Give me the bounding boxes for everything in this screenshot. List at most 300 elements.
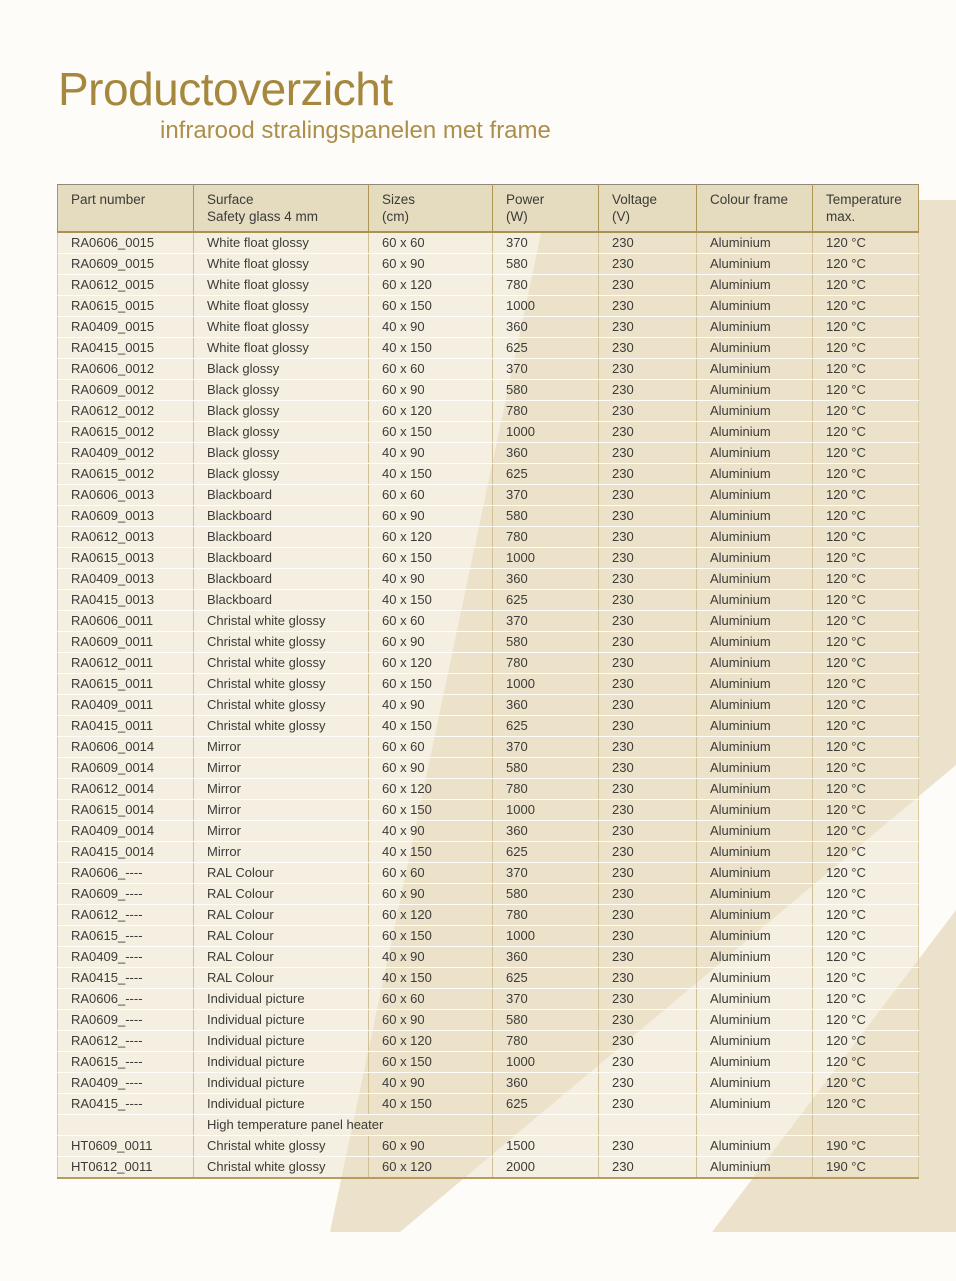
cell-colour-frame: Aluminium xyxy=(697,863,813,884)
table-row xyxy=(58,443,919,464)
table-row xyxy=(58,296,919,317)
cell-colour-frame: Aluminium xyxy=(697,1157,813,1179)
cell-part-number: RA0612_---- xyxy=(58,905,194,926)
cell-colour-frame: Aluminium xyxy=(697,1136,813,1157)
page-title: Productoverzicht xyxy=(58,63,393,115)
cell-surface: Mirror xyxy=(194,821,369,842)
cell-colour-frame: Aluminium xyxy=(697,359,813,380)
cell-surface: Mirror xyxy=(194,758,369,779)
header-temperature-sub: max. xyxy=(826,209,856,224)
cell-temperature: 120 °C xyxy=(813,821,919,842)
cell-colour-frame: Aluminium xyxy=(697,695,813,716)
cell-colour-frame: Aluminium xyxy=(697,232,813,254)
cell-temperature: 120 °C xyxy=(813,800,919,821)
cell-power: 1000 xyxy=(493,422,599,443)
cell-part-number: RA0415_0015 xyxy=(58,338,194,359)
cell-surface: Mirror xyxy=(194,842,369,863)
cell-sizes: 60 x 120 xyxy=(369,1157,493,1179)
header-power xyxy=(493,185,599,233)
cell-voltage: 230 xyxy=(599,317,697,338)
cell-power: 625 xyxy=(493,842,599,863)
cell-sizes: 40 x 90 xyxy=(369,821,493,842)
table-row xyxy=(58,401,919,422)
cell-temperature: 120 °C xyxy=(813,947,919,968)
cell-colour-frame: Aluminium xyxy=(697,737,813,758)
cell-temperature: 120 °C xyxy=(813,317,919,338)
cell-sizes: 40 x 150 xyxy=(369,1094,493,1115)
cell-power: 580 xyxy=(493,758,599,779)
cell-sizes: 60 x 150 xyxy=(369,1052,493,1073)
cell-part-number: RA0606_0011 xyxy=(58,611,194,632)
cell-colour-frame: Aluminium xyxy=(697,1010,813,1031)
cell-power: 360 xyxy=(493,443,599,464)
cell-temperature: 120 °C xyxy=(813,275,919,296)
cell-power: 360 xyxy=(493,695,599,716)
header-sizes xyxy=(369,185,493,233)
cell-power: 370 xyxy=(493,485,599,506)
cell-surface: Blackboard xyxy=(194,590,369,611)
cell-surface: Individual picture xyxy=(194,1031,369,1052)
cell-power: 360 xyxy=(493,1073,599,1094)
cell-surface: White float glossy xyxy=(194,254,369,275)
header-temperature-label: Temperature xyxy=(826,192,902,207)
cell-sizes: 60 x 60 xyxy=(369,485,493,506)
header-voltage-label: Voltage xyxy=(612,192,658,207)
cell-colour-frame: Aluminium xyxy=(697,506,813,527)
table-row xyxy=(58,1010,919,1031)
cell-sizes: 60 x 60 xyxy=(369,737,493,758)
cell-sizes: 60 x 90 xyxy=(369,632,493,653)
cell-temperature: 120 °C xyxy=(813,674,919,695)
cell-part-number: RA0615_0012 xyxy=(58,464,194,485)
cell-part-number: RA0609_0013 xyxy=(58,506,194,527)
cell-sizes: 60 x 90 xyxy=(369,1136,493,1157)
cell-power: 370 xyxy=(493,232,599,254)
cell-sizes: 60 x 120 xyxy=(369,1031,493,1052)
cell-temperature: 120 °C xyxy=(813,590,919,611)
cell-sizes: 60 x 120 xyxy=(369,905,493,926)
header-voltage xyxy=(599,185,697,233)
table-row xyxy=(58,422,919,443)
cell-part-number: RA0612_0012 xyxy=(58,401,194,422)
cell-power: 370 xyxy=(493,359,599,380)
cell-colour-frame: Aluminium xyxy=(697,947,813,968)
cell-sizes: 60 x 90 xyxy=(369,380,493,401)
table-row xyxy=(58,968,919,989)
cell-colour-frame: Aluminium xyxy=(697,590,813,611)
page-subtitle: infrarood stralingspanelen met frame xyxy=(160,117,551,144)
cell-colour-frame: Aluminium xyxy=(697,485,813,506)
cell-part-number: RA0606_0012 xyxy=(58,359,194,380)
table-row xyxy=(58,674,919,695)
cell-part-number: RA0409_0012 xyxy=(58,443,194,464)
cell-temperature: 120 °C xyxy=(813,464,919,485)
table-row xyxy=(58,926,919,947)
cell-part-number: RA0606_---- xyxy=(58,989,194,1010)
cell-voltage: 230 xyxy=(599,1073,697,1094)
cell-temperature: 120 °C xyxy=(813,968,919,989)
cell-voltage: 230 xyxy=(599,821,697,842)
cell-power: 625 xyxy=(493,464,599,485)
cell-colour-frame: Aluminium xyxy=(697,464,813,485)
cell-temperature: 120 °C xyxy=(813,695,919,716)
table-row xyxy=(58,485,919,506)
cell-temperature: 120 °C xyxy=(813,905,919,926)
cell-power: 360 xyxy=(493,569,599,590)
cell-surface: Christal white glossy xyxy=(194,695,369,716)
cell-temperature: 120 °C xyxy=(813,527,919,548)
cell-temperature: 120 °C xyxy=(813,863,919,884)
cell-voltage: 230 xyxy=(599,422,697,443)
cell-colour-frame: Aluminium xyxy=(697,821,813,842)
header-part-number xyxy=(58,185,194,233)
header-part-number-label: Part number xyxy=(71,192,146,207)
cell-temperature: 120 °C xyxy=(813,611,919,632)
cell-sizes: 40 x 150 xyxy=(369,590,493,611)
cell-colour-frame: Aluminium xyxy=(697,989,813,1010)
cell-power xyxy=(493,1115,599,1136)
cell-sizes: 40 x 90 xyxy=(369,947,493,968)
cell-sizes: 40 x 90 xyxy=(369,569,493,590)
cell-power: 625 xyxy=(493,338,599,359)
cell-sizes: 60 x 90 xyxy=(369,1010,493,1031)
cell-surface: RAL Colour xyxy=(194,863,369,884)
cell-surface: Blackboard xyxy=(194,485,369,506)
cell-voltage: 230 xyxy=(599,569,697,590)
cell-voltage: 230 xyxy=(599,968,697,989)
table-row xyxy=(58,695,919,716)
cell-sizes: 60 x 120 xyxy=(369,401,493,422)
cell-part-number: RA0615_0012 xyxy=(58,422,194,443)
cell-colour-frame xyxy=(697,1115,813,1136)
cell-sizes: 40 x 90 xyxy=(369,443,493,464)
cell-colour-frame: Aluminium xyxy=(697,254,813,275)
cell-surface: Black glossy xyxy=(194,380,369,401)
cell-sizes: 60 x 150 xyxy=(369,296,493,317)
cell-voltage: 230 xyxy=(599,232,697,254)
table-row xyxy=(58,1094,919,1115)
cell-temperature: 120 °C xyxy=(813,380,919,401)
cell-power: 1000 xyxy=(493,926,599,947)
cell-power: 2000 xyxy=(493,1157,599,1179)
cell-sizes: 40 x 90 xyxy=(369,317,493,338)
table-row xyxy=(58,1157,919,1179)
cell-power: 625 xyxy=(493,590,599,611)
cell-voltage: 230 xyxy=(599,401,697,422)
cell-part-number: RA0609_0011 xyxy=(58,632,194,653)
cell-colour-frame: Aluminium xyxy=(697,842,813,863)
cell-part-number: HT0609_0011 xyxy=(58,1136,194,1157)
cell-power: 780 xyxy=(493,275,599,296)
cell-temperature: 120 °C xyxy=(813,1010,919,1031)
cell-power: 625 xyxy=(493,968,599,989)
cell-temperature: 120 °C xyxy=(813,569,919,590)
cell-colour-frame: Aluminium xyxy=(697,338,813,359)
cell-voltage: 230 xyxy=(599,1094,697,1115)
cell-voltage: 230 xyxy=(599,758,697,779)
cell-surface: Black glossy xyxy=(194,464,369,485)
cell-voltage: 230 xyxy=(599,926,697,947)
table-row xyxy=(58,527,919,548)
cell-colour-frame: Aluminium xyxy=(697,443,813,464)
cell-temperature: 120 °C xyxy=(813,359,919,380)
cell-power: 360 xyxy=(493,317,599,338)
header-sizes-label: Sizes xyxy=(382,192,416,207)
cell-temperature: 120 °C xyxy=(813,485,919,506)
cell-temperature: 120 °C xyxy=(813,758,919,779)
cell-temperature: 120 °C xyxy=(813,401,919,422)
cell-sizes: 60 x 120 xyxy=(369,275,493,296)
cell-temperature: 120 °C xyxy=(813,842,919,863)
cell-surface: Christal white glossy xyxy=(194,716,369,737)
table-row xyxy=(58,632,919,653)
cell-part-number: RA0612_0014 xyxy=(58,779,194,800)
cell-sizes: 60 x 90 xyxy=(369,254,493,275)
cell-temperature: 120 °C xyxy=(813,254,919,275)
table-row xyxy=(58,232,919,254)
cell-voltage: 230 xyxy=(599,842,697,863)
cell-voltage: 230 xyxy=(599,800,697,821)
cell-temperature: 120 °C xyxy=(813,422,919,443)
cell-power: 1000 xyxy=(493,296,599,317)
header-surface-label: Surface xyxy=(207,192,254,207)
cell-sizes: 60 x 120 xyxy=(369,653,493,674)
cell-colour-frame: Aluminium xyxy=(697,1031,813,1052)
cell-voltage: 230 xyxy=(599,338,697,359)
cell-colour-frame: Aluminium xyxy=(697,296,813,317)
cell-power: 580 xyxy=(493,884,599,905)
cell-voltage: 230 xyxy=(599,674,697,695)
cell-part-number: RA0609_0015 xyxy=(58,254,194,275)
cell-power: 370 xyxy=(493,737,599,758)
cell-colour-frame: Aluminium xyxy=(697,1094,813,1115)
cell-sizes: 40 x 150 xyxy=(369,464,493,485)
cell-part-number: RA0409_0014 xyxy=(58,821,194,842)
table-row xyxy=(58,779,919,800)
header-power-label: Power xyxy=(506,192,545,207)
cell-voltage: 230 xyxy=(599,1010,697,1031)
cell-temperature: 120 °C xyxy=(813,737,919,758)
cell-voltage: 230 xyxy=(599,506,697,527)
cell-part-number xyxy=(58,1115,194,1136)
cell-power: 360 xyxy=(493,947,599,968)
cell-part-number: RA0606_0014 xyxy=(58,737,194,758)
cell-colour-frame: Aluminium xyxy=(697,800,813,821)
cell-part-number: RA0609_---- xyxy=(58,884,194,905)
cell-part-number: RA0606_0013 xyxy=(58,485,194,506)
cell-colour-frame: Aluminium xyxy=(697,569,813,590)
cell-colour-frame: Aluminium xyxy=(697,674,813,695)
cell-sizes: 60 x 60 xyxy=(369,359,493,380)
cell-power: 370 xyxy=(493,989,599,1010)
cell-colour-frame: Aluminium xyxy=(697,611,813,632)
cell-power: 1000 xyxy=(493,1052,599,1073)
cell-sizes: 60 x 150 xyxy=(369,548,493,569)
table-row xyxy=(58,590,919,611)
table-row xyxy=(58,758,919,779)
cell-part-number: RA0612_0013 xyxy=(58,527,194,548)
cell-surface: RAL Colour xyxy=(194,884,369,905)
cell-surface: White float glossy xyxy=(194,232,369,254)
cell-sizes: 60 x 60 xyxy=(369,989,493,1010)
cell-surface: Mirror xyxy=(194,800,369,821)
table-row xyxy=(58,506,919,527)
cell-surface: Mirror xyxy=(194,779,369,800)
cell-power: 580 xyxy=(493,254,599,275)
cell-sizes: 40 x 150 xyxy=(369,338,493,359)
cell-voltage: 230 xyxy=(599,779,697,800)
cell-power: 1500 xyxy=(493,1136,599,1157)
cell-colour-frame: Aluminium xyxy=(697,758,813,779)
section-row xyxy=(58,1115,919,1136)
cell-sizes: 60 x 150 xyxy=(369,674,493,695)
cell-part-number: RA0409_---- xyxy=(58,1073,194,1094)
cell-colour-frame: Aluminium xyxy=(697,716,813,737)
cell-temperature: 190 °C xyxy=(813,1136,919,1157)
cell-voltage: 230 xyxy=(599,590,697,611)
cell-voltage: 230 xyxy=(599,1136,697,1157)
cell-temperature: 120 °C xyxy=(813,989,919,1010)
cell-power: 370 xyxy=(493,863,599,884)
table-row xyxy=(58,1073,919,1094)
cell-temperature: 120 °C xyxy=(813,232,919,254)
cell-temperature: 120 °C xyxy=(813,506,919,527)
product-table-body xyxy=(58,232,919,1178)
cell-surface: Blackboard xyxy=(194,527,369,548)
header-power-sub: (W) xyxy=(506,209,528,224)
cell-voltage: 230 xyxy=(599,254,697,275)
cell-voltage: 230 xyxy=(599,296,697,317)
cell-voltage: 230 xyxy=(599,632,697,653)
cell-sizes: 60 x 60 xyxy=(369,863,493,884)
table-row xyxy=(58,884,919,905)
cell-surface: Blackboard xyxy=(194,548,369,569)
cell-voltage: 230 xyxy=(599,611,697,632)
cell-power: 580 xyxy=(493,506,599,527)
header-temperature xyxy=(813,185,919,233)
cell-temperature: 120 °C xyxy=(813,443,919,464)
cell-surface: White float glossy xyxy=(194,338,369,359)
cell-voltage: 230 xyxy=(599,380,697,401)
cell-surface: White float glossy xyxy=(194,317,369,338)
cell-sizes: 60 x 90 xyxy=(369,758,493,779)
cell-voltage: 230 xyxy=(599,527,697,548)
table-row xyxy=(58,338,919,359)
cell-power: 1000 xyxy=(493,548,599,569)
cell-part-number: RA0606_0015 xyxy=(58,232,194,254)
cell-voltage: 230 xyxy=(599,863,697,884)
table-row xyxy=(58,317,919,338)
header-voltage-sub: (V) xyxy=(612,209,630,224)
cell-temperature: 120 °C xyxy=(813,632,919,653)
table-row xyxy=(58,821,919,842)
cell-colour-frame: Aluminium xyxy=(697,527,813,548)
cell-part-number: RA0615_---- xyxy=(58,1052,194,1073)
cell-voltage: 230 xyxy=(599,716,697,737)
cell-surface: White float glossy xyxy=(194,296,369,317)
cell-voltage: 230 xyxy=(599,947,697,968)
cell-surface: Black glossy xyxy=(194,401,369,422)
cell-temperature: 120 °C xyxy=(813,884,919,905)
cell-power: 780 xyxy=(493,527,599,548)
cell-temperature: 120 °C xyxy=(813,1052,919,1073)
cell-part-number: RA0609_0012 xyxy=(58,380,194,401)
table-row xyxy=(58,275,919,296)
header-sizes-sub: (cm) xyxy=(382,209,409,224)
cell-surface: Black glossy xyxy=(194,443,369,464)
table-row xyxy=(58,1136,919,1157)
cell-part-number: RA0609_0014 xyxy=(58,758,194,779)
cell-voltage: 230 xyxy=(599,443,697,464)
header-row xyxy=(58,185,919,233)
cell-sizes: 40 x 150 xyxy=(369,716,493,737)
cell-part-number: RA0612_---- xyxy=(58,1031,194,1052)
cell-power: 580 xyxy=(493,380,599,401)
table-row xyxy=(58,989,919,1010)
table-row xyxy=(58,737,919,758)
cell-colour-frame: Aluminium xyxy=(697,380,813,401)
cell-surface: Individual picture xyxy=(194,1073,369,1094)
cell-part-number: RA0409_0011 xyxy=(58,695,194,716)
header-colour-frame xyxy=(697,185,813,233)
cell-sizes: 60 x 60 xyxy=(369,232,493,254)
cell-part-number: RA0409_0013 xyxy=(58,569,194,590)
cell-part-number: RA0415_0014 xyxy=(58,842,194,863)
cell-colour-frame: Aluminium xyxy=(697,1073,813,1094)
table-row xyxy=(58,380,919,401)
cell-temperature: 120 °C xyxy=(813,653,919,674)
header-colour-frame-label: Colour frame xyxy=(710,192,789,207)
cell-part-number: RA0615_0015 xyxy=(58,296,194,317)
table-row xyxy=(58,716,919,737)
cell-surface: Individual picture xyxy=(194,1010,369,1031)
cell-surface: Christal white glossy xyxy=(194,611,369,632)
product-table xyxy=(57,184,919,1179)
cell-part-number: RA0615_0013 xyxy=(58,548,194,569)
cell-part-number: RA0615_---- xyxy=(58,926,194,947)
cell-colour-frame: Aluminium xyxy=(697,968,813,989)
cell-surface: RAL Colour xyxy=(194,905,369,926)
cell-sizes: 60 x 150 xyxy=(369,800,493,821)
cell-part-number: RA0409_---- xyxy=(58,947,194,968)
cell-surface: Blackboard xyxy=(194,569,369,590)
cell-voltage: 230 xyxy=(599,464,697,485)
cell-voltage: 230 xyxy=(599,1031,697,1052)
cell-surface: Individual picture xyxy=(194,1052,369,1073)
cell-temperature: 120 °C xyxy=(813,1031,919,1052)
table-row xyxy=(58,254,919,275)
cell-colour-frame: Aluminium xyxy=(697,422,813,443)
cell-sizes: 60 x 90 xyxy=(369,884,493,905)
cell-voltage: 230 xyxy=(599,548,697,569)
cell-colour-frame: Aluminium xyxy=(697,548,813,569)
cell-power: 580 xyxy=(493,1010,599,1031)
cell-power: 370 xyxy=(493,611,599,632)
cell-surface: Christal white glossy xyxy=(194,1136,369,1157)
cell-power: 625 xyxy=(493,1094,599,1115)
cell-sizes: 60 x 150 xyxy=(369,926,493,947)
table-row xyxy=(58,611,919,632)
cell-surface: Black glossy xyxy=(194,359,369,380)
cell-part-number: RA0612_0011 xyxy=(58,653,194,674)
cell-temperature: 120 °C xyxy=(813,296,919,317)
cell-part-number: RA0415_---- xyxy=(58,1094,194,1115)
header-surface xyxy=(194,185,369,233)
cell-voltage: 230 xyxy=(599,1052,697,1073)
table-row xyxy=(58,653,919,674)
cell-voltage: 230 xyxy=(599,695,697,716)
cell-colour-frame: Aluminium xyxy=(697,275,813,296)
